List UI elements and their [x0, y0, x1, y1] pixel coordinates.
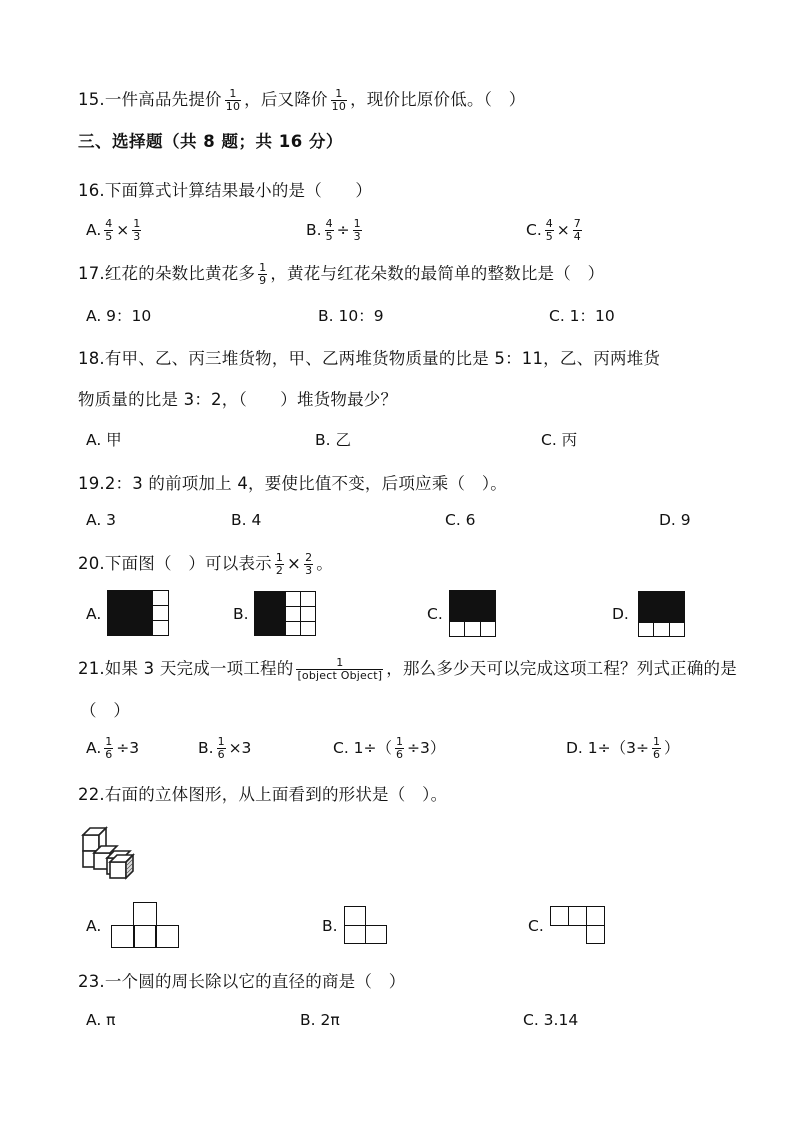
q22-option-a[interactable]: A.	[86, 917, 102, 935]
question-21: 21.如果 3 天完成一项工程的 $\frac{1}{\text{[object Object]}}$ ，那么多少天可以完成这项工程？列式正确的是	[78, 656, 737, 682]
question-21-line-2: （ ）	[80, 701, 131, 720]
q16-option-c[interactable]: C. $\frac{4}{5}$ × $\frac{7}{4}$	[526, 217, 581, 243]
q22-option-b[interactable]: B.	[322, 917, 338, 935]
question-15	[78, 86, 526, 113]
q21-option-a[interactable]: A. $\frac{1}{6}$ ÷3	[86, 735, 140, 761]
q15-text-mid: ，后又降价	[244, 90, 328, 109]
question-19: 19.2：3 的前项加上 4，要使比值不变，后项应乘（ ）。	[78, 474, 507, 493]
question-23: 23.一个圆的周长除以它的直径的商是（ ）	[78, 972, 406, 991]
q22-option-c[interactable]: C.	[528, 917, 544, 935]
q19-option-d[interactable]: D. 9	[659, 511, 691, 529]
q18-option-a[interactable]: A. 甲	[86, 431, 122, 449]
section-title: 三、选择题（共 8 题；共 16 分）	[78, 132, 343, 151]
q20-option-b[interactable]: B.	[233, 605, 249, 623]
q15-text-end: ，现价比原价低。（ ）	[350, 90, 526, 109]
question-17: 17.红花的朵数比黄花多 $\frac{1}{9}$ ，黄花与红花朵数的最简单的整数比是（ ）	[78, 261, 605, 287]
q22-figure-c	[550, 906, 605, 944]
q19-option-a[interactable]: A. 3	[86, 511, 117, 529]
q16-option-a[interactable]: A. $\frac{4}{5}$ × $\frac{1}{3}$	[86, 217, 141, 243]
question-22: 22.右面的立体图形，从上面看到的形状是（ ）。	[78, 785, 448, 804]
q20-figure-c	[449, 590, 496, 637]
q22-figure-a	[111, 902, 179, 948]
fraction: $\frac{1}{10}$	[225, 87, 241, 113]
q19-option-c[interactable]: C. 6	[445, 511, 476, 529]
q22-solid-figure	[80, 825, 144, 881]
q15-text-start: 15.一件高品先提价	[78, 90, 222, 109]
q20-option-d[interactable]: D.	[612, 605, 629, 623]
q21-option-b[interactable]: B. $\frac{1}{6}$ ×3	[198, 735, 252, 761]
question-18-line-1: 18.有甲、乙、丙三堆货物，甲、乙两堆货物质量的比是 5：11，乙、丙两堆货	[78, 349, 661, 368]
q17-option-b[interactable]: B. 10：9	[318, 307, 384, 325]
q19-option-b[interactable]: B. 4	[231, 511, 262, 529]
question-16: 16.下面算式计算结果最小的是（ ）	[78, 181, 373, 200]
question-20: 20.下面图（ ）可以表示 $\frac{1}{2}$ × $\frac{2}{3}$ 。	[78, 551, 333, 577]
q23-option-a[interactable]: A. π	[86, 1011, 116, 1029]
q21-option-c[interactable]: C. 1÷（ $\frac{1}{6}$ ÷3）	[333, 735, 446, 761]
q23-option-c[interactable]: C. 3.14	[523, 1011, 579, 1029]
q20-figure-a	[107, 590, 169, 636]
q18-option-c[interactable]: C. 丙	[541, 431, 578, 449]
question-18-line-2: 物质量的比是 3：2，（ ）堆货物最少？	[78, 390, 398, 409]
q22-figure-b	[344, 906, 387, 944]
q17-option-c[interactable]: C. 1：10	[549, 307, 615, 325]
q16-option-b[interactable]: B. $\frac{4}{5}$ ÷ $\frac{1}{3}$	[306, 217, 361, 243]
fraction: $\frac{1}{10}$	[331, 87, 347, 113]
q17-option-a[interactable]: A. 9：10	[86, 307, 152, 325]
q20-figure-b	[254, 591, 316, 636]
q20-option-a[interactable]: A.	[86, 605, 102, 623]
q23-option-b[interactable]: B. 2π	[300, 1011, 340, 1029]
q20-figure-d	[638, 591, 685, 637]
q18-option-b[interactable]: B. 乙	[315, 431, 351, 449]
q20-option-c[interactable]: C.	[427, 605, 443, 623]
q21-option-d[interactable]: D. 1÷（3÷ $\frac{1}{6}$ ）	[566, 735, 680, 761]
